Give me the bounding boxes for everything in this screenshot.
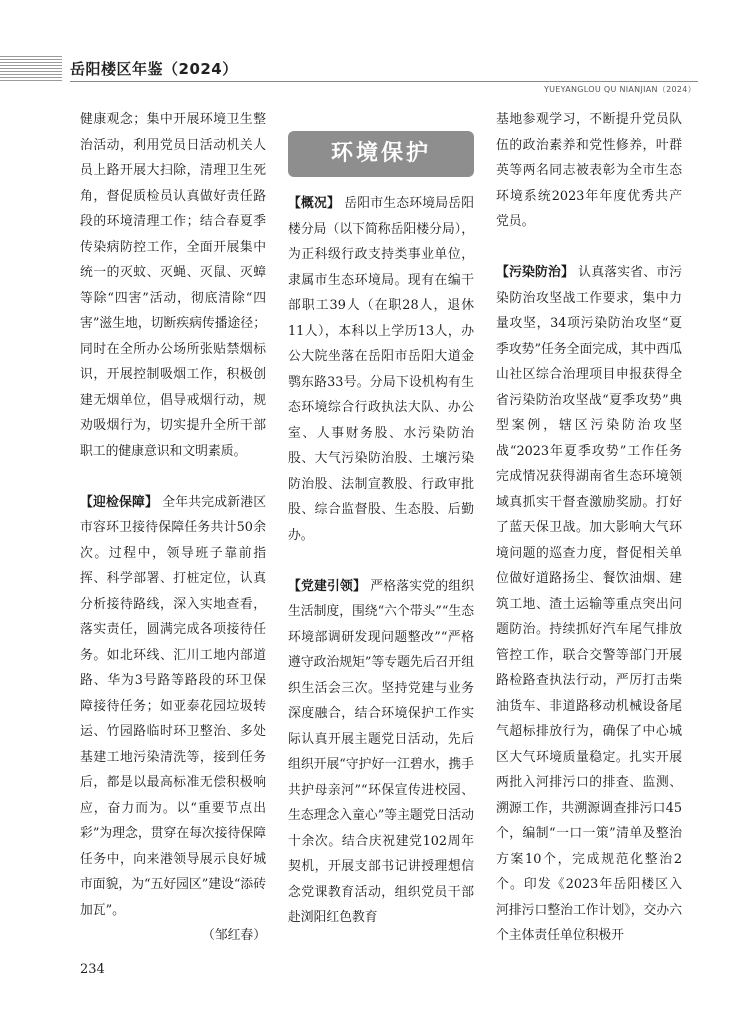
section-inspection-support bbox=[80, 490, 266, 924]
section-heading: 【污染防治】 bbox=[496, 265, 574, 280]
section-party-building bbox=[288, 574, 474, 931]
section-heading: 【概况】 bbox=[288, 196, 340, 211]
section-heading: 【迎检保障】 bbox=[80, 494, 158, 510]
paragraph-party-building-continued: 基地参观学习，不断提升党员队伍的政治素养和党性修养，叶群英等两名同志被表彰为全市生态环境系统2023年年度优秀共产党员。 bbox=[496, 112, 682, 229]
section-pollution-control bbox=[496, 260, 682, 949]
section-body: 岳阳市生态环境局岳阳楼分局（以下简称岳阳楼分局），为正科级行政支持类事业单位，隶属市生态环境局。现有在编干部职工39人（在职28人，退休11人），本科以上学历13人，办公大院坐落在岳阳市岳阳大道金鹗东路33号。分局下设机构有生态环境综合行政执法大队、办公室、人事财务股、水污染防治股、大气污染防治股、土壤污染防治股、法制宣教股、行政审批股、综合监督股、生态股、后勤办。 bbox=[288, 196, 474, 543]
header-rule bbox=[70, 81, 698, 82]
section-body: 全年共完成新港区市容环卫接待保障任务共计50余次。过程中，领导班子靠前指挥、科学部署、打桩定位，认真分析接待路线，深入实地查看，落实责任，圆满完成各项接待任务。如北环线、汇川工地内部道路、华为3号路等路段的环卫保障接待任务；如亚泰花园垃圾转运、竹园路临时环卫整治、多处基建工地污染清洗等，接到任务后，都是以最高标准无偿积极响应，奋力而为。以“重要节点出彩”为理念，贯穿在每次接待保障任务中，向来港领导展示良好城市面貌，为“五好园区”建设“添砖加瓦”。 bbox=[80, 494, 266, 918]
yearbook-title: 岳阳楼区年鉴（2024） bbox=[70, 60, 238, 78]
chapter-banner: 环境保护 bbox=[288, 131, 474, 177]
paragraph-health-continued: 健康观念；集中开展环境卫生整治活动，利用党员日活动机关人员上路开展大扫除，清理卫生死角，督促质检员认真做好责任路段的环境清理工作；结合春夏季传染病防控工作，全面开展集中统一的灭蚊、灭蝇、灭鼠、灭蟑等除“四害”活动，彻底清除“四害”滋生地，切断疾病传播途径；同时在全所办公场所张贴禁烟标识，开展控制吸烟工作，积极创建无烟单位，倡导戒烟行动，规劝吸烟行为，切实提升全所干部职工的健康意识和文明素质。 bbox=[80, 112, 266, 459]
author-signature: （邹红春） bbox=[202, 928, 266, 943]
page-number: 234 bbox=[80, 962, 105, 977]
section-body: 严格落实党的组织生活制度，围绕“六个带头”“生态环境部调研发现问题整改”“严格遵守政治规矩”等专题先后召开组织生活会三次。坚持党建与业务深度融合，结合环境保护工作实际认真开展主题党日活动，先后组织开展“守护好一江碧水，携手共护母亲河”“环保宣传进校园、生态理念入童心”等主题党日活动十余次。结合庆祝建党102周年契机，开展支部书记讲授理想信念党课教育活动，组织党员干部赴浏阳红色教育 bbox=[288, 578, 474, 925]
yearbook-subtitle: YUEYANGLOU QU NIANJIAN（2024） bbox=[543, 85, 696, 94]
section-overview bbox=[288, 191, 474, 548]
text-column-1 bbox=[80, 107, 266, 949]
section-body: 认真落实省、市污染防治攻坚战工作要求，集中力量攻坚，34项污染防治攻坚“夏季攻势”任务全面完成，其中西瓜山社区综合治理项目申报获得全省污染防治攻坚战“夏季攻势”典型案例，辖区污染防治攻坚战“2023年夏季攻势”工作任务完成情况获得湖南省生态环境领域真抓实干督查激励奖励。打好了蓝天保卫战。加大影响大气环境问题的巡查力度，督促相关单位做好道路扬尘、餐饮油烟、建筑工地、渣土运输等重点突出问题防治。持续抓好汽车尾气排放管控工作，联合交警等部门开展路检路查执法行动，严厉打击柴油货车、非道路移动机械设备尾气超标排放行为，确保了中心城区大气环境质量稳定。扎实开展两批入河排污口的排查、监测、溯源工作，共溯源调查排污口45个，编制“一口一策”清单及整治方案10个，完成规范化整治2个。印发《2023年岳阳楼区入河排污口整治工作计划》，交办六个主体责任单位积极开 bbox=[496, 265, 682, 943]
text-column-3 bbox=[496, 107, 682, 949]
text-column-2 bbox=[288, 107, 474, 931]
header-stripes-decoration bbox=[0, 56, 62, 82]
section-heading: 【党建引领】 bbox=[288, 578, 366, 594]
